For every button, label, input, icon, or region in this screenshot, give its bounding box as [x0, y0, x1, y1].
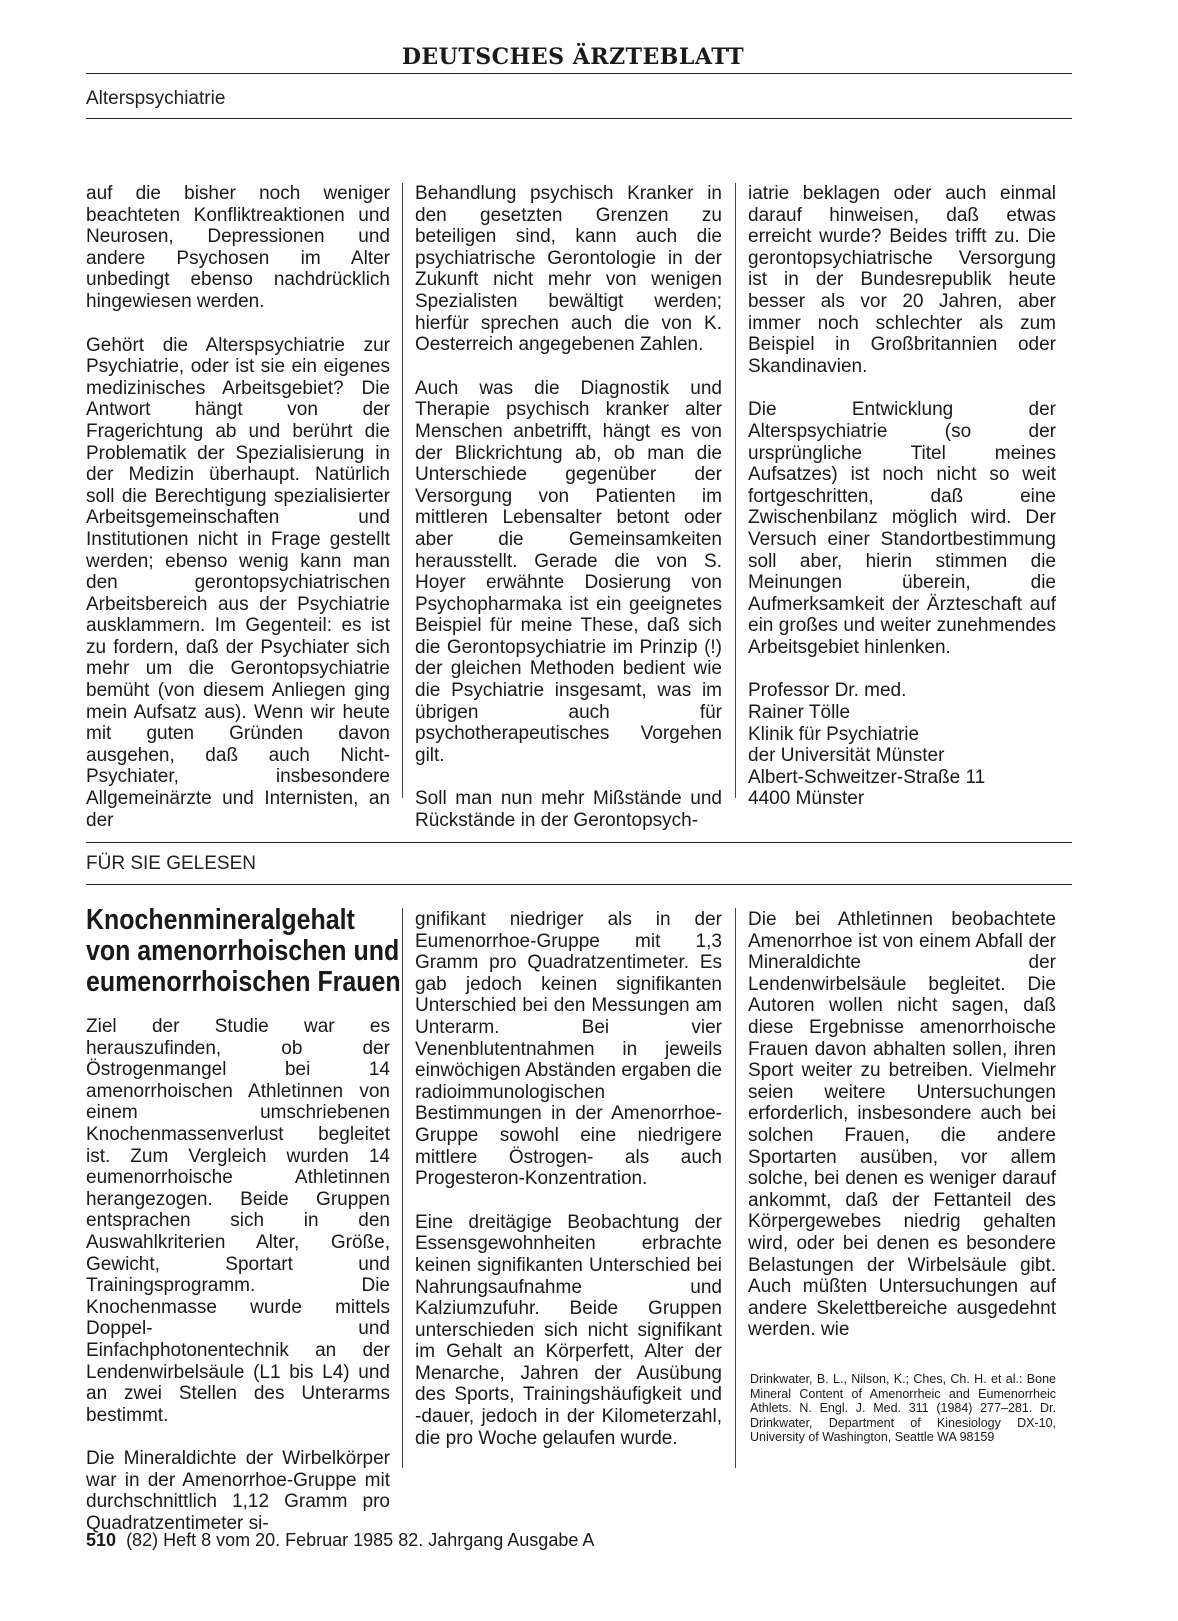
article2-column-3: [748, 909, 1056, 1341]
article2-column-2: [415, 909, 722, 1449]
section-label-top: Alterspsychiatrie: [86, 88, 226, 109]
article1-col2-paragraph: Soll man nun mehr Mißstände und Rückstände in der Gerontopsych-: [415, 788, 722, 832]
article1-column-2: [415, 183, 722, 832]
article2-col2-paragraph: Eine dreitägige Beobachtung der Essensgewohnheiten erbrachte keinen signifikanten Unterschied bei Nahrungsaufnahme und Kalziumzufuhr. Beide Gruppen unterschieden sich nicht signifikant im Gehalt an Körperfett, Alter der Menarche, Jahren der Ausübung des Sports, Trainingshäufigkeit und -dauer, jedoch in der Kilometerzahl, die pro Woche gelaufen wurde.: [415, 1211, 722, 1449]
reference-citation: Drinkwater, B. L., Nilson, K.; Ches, Ch. H. et al.: Bone Mineral Content of Amenorrheic and Eumenorrheic Athlets. N. Engl. J. Med. 311 (1984) 277–281. Dr. Drinkwater, Department of Kinesiology DX-10, University of Washington, Seattle WA 98159: [750, 1372, 1056, 1444]
page-number: 510: [86, 1530, 117, 1550]
headline-line: Knochenmineralgehalt: [86, 904, 355, 936]
article1-col2-paragraph: Behandlung psychisch Kranker in den gesetzten Grenzen zu beteiligen sind, kann auch die psychiatrische Gerontologie in der Zukunft nicht mehr von wenigen Spezialisten bewältigt werden; hierfür sprechen auch die von K. Oesterreich angegebenen Zahlen.: [415, 183, 722, 356]
article1-col2-paragraph: Auch was die Diagnostik und Therapie psychisch kranker alter Menschen anbetrifft, hängt es von der Blickrichtung ab, ob man die Unterschiede gegenüber der Versorgung von Patienten im mittleren Lebensalter betont oder aber die Gemeinsamkeiten herausstellt. Gerade die von S. Hoyer erwähnte Dosierung von Psychopharmaka ist ein geeignetes Beispiel für meine These, daß sich die Gerontopsychiatrie im Prinzip (!) der gleichen Methoden bedient wie die Psychiatrie insgesamt, was im übrigen auch für psychotherapeutisches Vorgehen gilt.: [415, 377, 722, 766]
column-divider: [735, 908, 736, 1468]
section-label-mid: FÜR SIE GELESEN: [86, 853, 256, 874]
article2-col3-paragraph: Die bei Athletinnen beobachtete Amenorrhoe ist von einem Abfall der Mineraldichte der Lendenwirbelsäule begleitet. Die Autoren wollen nicht sagen, daß diese Ergebnisse amenorrhoische Frauen davon abhalten sollen, ihren Sport weiter zu betreiben. Vielmehr seien weitere Untersuchungen erforderlich, insbesondere auch bei solchen Frauen, die andere Sportarten ausüben, vor allem solche, bei denen es weniger darauf ankommt, daß der Fettanteil des Körpergewebes niedrig gehalten wird, oder bei denen es besondere Belastungen der Wirbelsäule gibt. Auch müßten Untersuchungen auf andere Skelettbereiche ausgedehnt werden. wie: [748, 909, 1056, 1341]
article1-col3-paragraph: Die Entwicklung der Alterspsychiatrie (so der ursprüngliche Titel meines Aufsatzes) ist noch nicht so weit fortgeschritten, daß eine Zwischenbilanz möglich wird. Der Versuch einer Standortbestimmung soll aber, hierin stimmen die Meinungen überein, die Aufmerksamkeit der Ärzteschaft auf ein großes und weiter zunehmendes Arbeitsgebiet hinlenken.: [748, 399, 1056, 658]
section-rule-top: [86, 118, 1072, 119]
article1-column-1: [86, 183, 390, 831]
column-divider: [402, 183, 403, 798]
author-university: der Universität Münster: [748, 745, 945, 767]
article1-col3-paragraph: iatrie beklagen oder auch einmal darauf hinweisen, daß etwas erreicht wurde? Beides trifft zu. Die gerontopsychiatrische Versorgung ist in der Bundesrepublik heute besser als vor 20 Jahren, aber immer noch schlechter als zum Beispiel in Großbritannien oder Skandinavien.: [748, 183, 1056, 377]
section-rule-mid-bottom: [86, 884, 1072, 885]
article2-col2-paragraph: gnifikant niedriger als in der Eumenorrhoe-Gruppe mit 1,3 Gramm pro Quadratzentimeter. Es gab jedoch keinen signifikanten Unterschied bei den Messungen am Unterarm. Bei vier Venenblutentnahmen in jeweils einwöchigen Abständen ergaben die radioimmunologischen Bestimmungen in der Amenorrhoe-Gruppe sowohl eine niedrigere mittlere Östrogen- als auch Progesteron-Konzentration.: [415, 909, 722, 1190]
masthead: DEUTSCHES ÄRZTEBLATT: [401, 44, 745, 70]
article2-col1-paragraph: Ziel der Studie war es herauszufinden, ob der Östrogenmangel bei 14 amenorrhoischen Athletinnen von einem umschriebenen Knochenmassenverlust begleitet ist. Zum Vergleich wurden 14 eumenorrhoische Athletinnen herangezogen. Beide Gruppen entsprachen sich in den Auswahlkriterien Alter, Größe, Gewicht, Sportart und Trainingsprogramm. Die Knochenmasse wurde mittels Doppel- und Einfachphotonentechnik an der Lendenwirbelsäule (L1 bis L4) und an zwei Stellen des Unterarms bestimmt.: [86, 1016, 390, 1426]
article1-col1-paragraph: auf die bisher noch weniger beachteten Konfliktreaktionen und Neurosen, Depressionen und andere Psychosen im Alter unbedingt ebenso nachdrücklich hingewiesen werden.: [86, 183, 390, 312]
article2-col1-paragraph: Die Mineraldichte der Wirbelkörper war in der Amenorrhoe-Gruppe mit durchschnittlich 1,12 Gramm pro Quadratzentimeter si-: [86, 1448, 390, 1535]
column-divider: [735, 183, 736, 798]
headline-line: eumenorrhoischen Frauen: [86, 966, 401, 998]
masthead-rule: [86, 73, 1072, 74]
author-street: Albert-Schweitzer-Straße 11: [748, 766, 986, 788]
column-divider: [402, 908, 403, 1468]
page-footer: [86, 1530, 594, 1551]
article1-column-3: [748, 183, 1056, 810]
headline-line: von amenorrhoischen und: [86, 935, 400, 967]
author-city: 4400 Münster: [748, 788, 865, 810]
author-name: Rainer Tölle: [748, 702, 851, 724]
article1-col1-paragraph: Gehört die Alterspsychiatrie zur Psychiatrie, oder ist sie ein eigenes medizinisches Arbeitsgebiet? Die Antwort hängt von der Fragerichtung ab und berührt die Problematik der Spezialisierung in der Medizin überhaupt. Natürlich soll die Berechtigung spezialisierter Arbeitsgemeinschaften und Institutionen nicht in Frage gestellt werden; ebenso wenig kann man den gerontopsychiatrischen Arbeitsbereich aus der Psychiatrie ausklammern. Im Gegenteil: es ist zu fordern, daß der Psychiater sich mehr um die Gerontopsychiatrie bemüht (von diesem Anliegen ging mein Aufsatz aus). Wenn wir heute mit guten Gründen davon ausgehen, daß auch Nicht-Psychiater, insbesondere Allgemeinärzte und Internisten, an der: [86, 334, 390, 831]
author-clinic: Klinik für Psychiatrie: [748, 723, 920, 745]
section-rule-mid-top: [86, 842, 1072, 843]
author-title: Professor Dr. med.: [748, 680, 907, 702]
author-address: [748, 680, 1056, 810]
issue-info: (82) Heft 8 vom 20. Februar 1985 82. Jahrgang Ausgabe A: [126, 1530, 595, 1550]
article2-headline: [86, 905, 401, 998]
article2-column-1: [86, 1016, 390, 1535]
